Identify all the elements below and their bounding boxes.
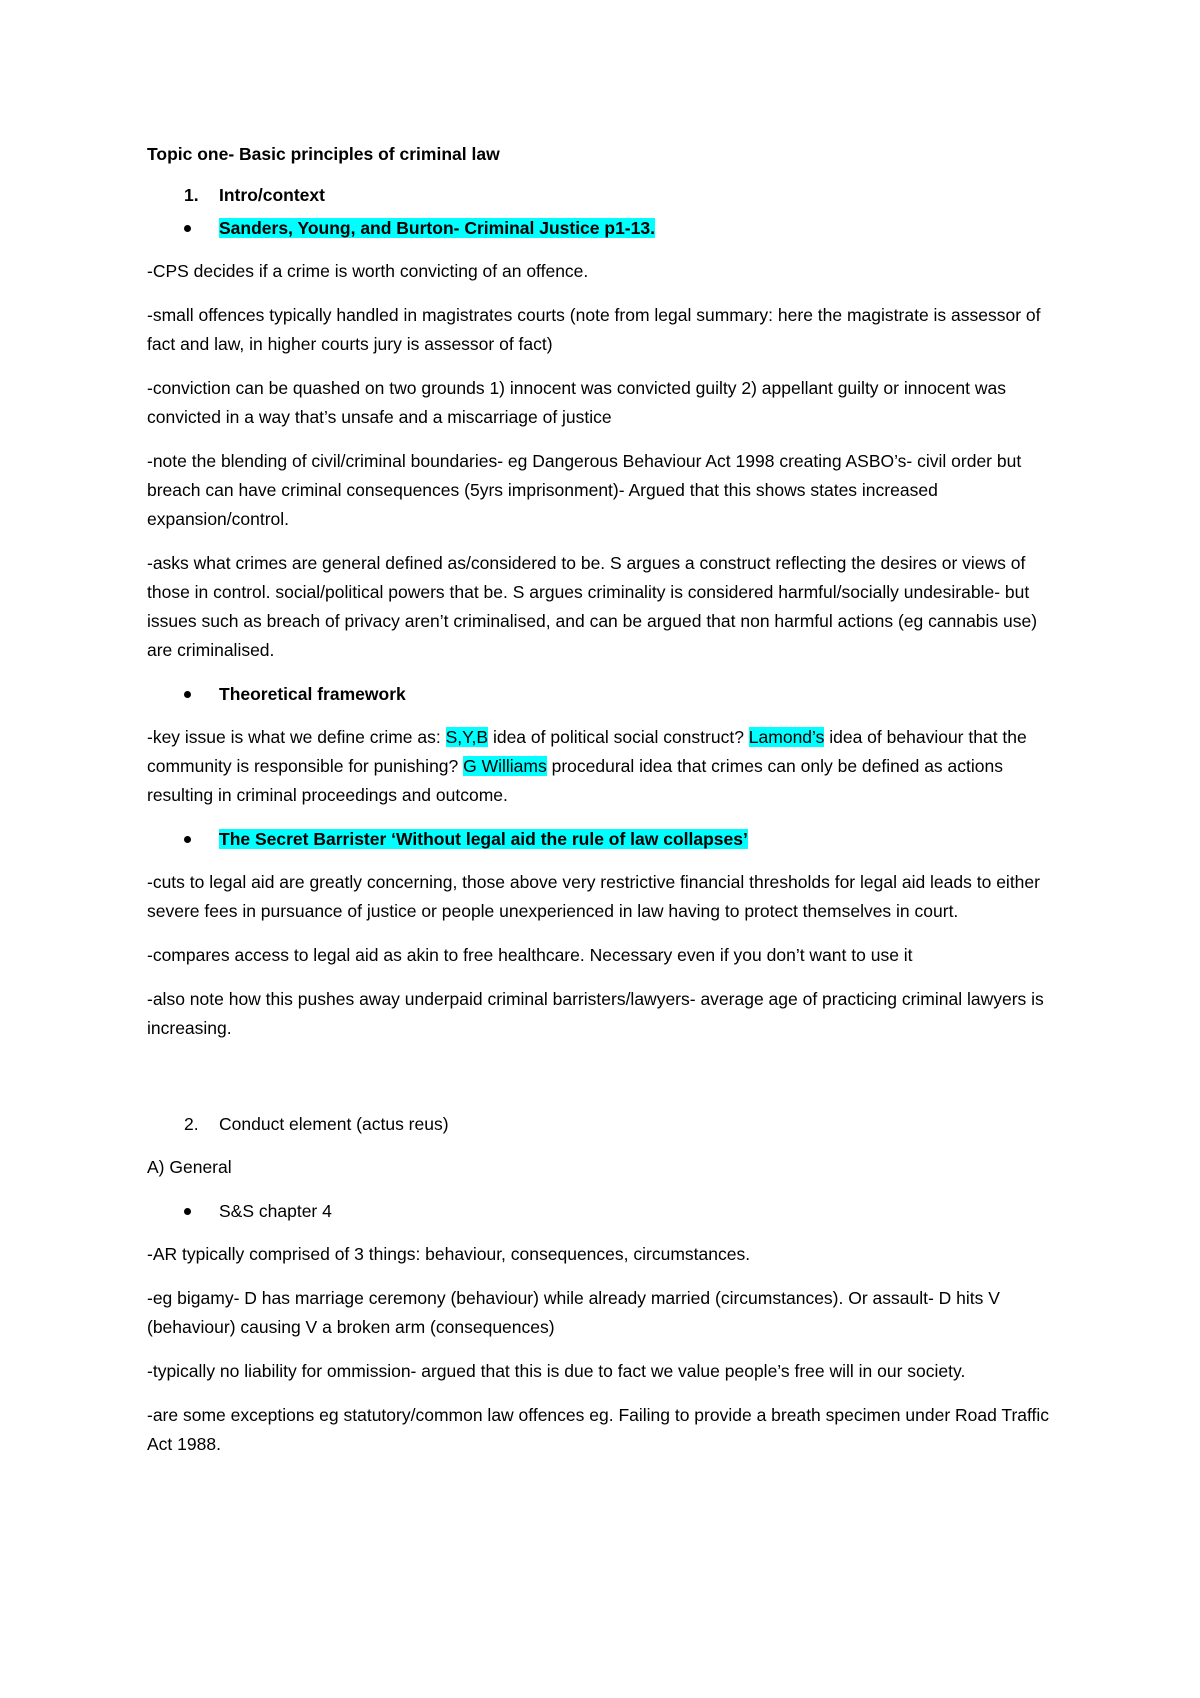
bullet-theoretical [147, 680, 1067, 709]
bullet-source [147, 1197, 1067, 1226]
heading-text: Conduct element (actus reus) [219, 1114, 449, 1134]
note-paragraph: -conviction can be quashed on two grounds 1) innocent was convicted guilty 2) appellant guilty or innocent was convicted in a way that’s unsafe and a miscarriage of justice [147, 378, 1006, 427]
note-paragraph: -note the blending of civil/criminal boundaries- eg Dangerous Behaviour Act 1998 creating ASBO’s- civil order but breach can have criminal consequences (5yrs imprisonment)- Argued that this shows states increased expansion/control. [147, 451, 1022, 529]
document-page [147, 140, 1067, 1474]
note-paragraph: -typically no liability for ommission- argued that this is due to fact we value people’s free will in our society. [147, 1361, 966, 1381]
note-paragraph: -also note how this pushes away underpaid criminal barristers/lawyers- average age of practicing criminal lawyers is increasing. [147, 989, 1044, 1038]
subheading: A) General [147, 1157, 232, 1177]
bullet-text: Theoretical framework [219, 684, 406, 704]
note-paragraph: -are some exceptions eg statutory/common law offences eg. Failing to provide a breath specimen under Road Traffic Act 1988. [147, 1405, 1050, 1454]
bullet-text: S&S chapter 4 [219, 1201, 332, 1221]
note-paragraph: -eg bigamy- D has marriage ceremony (behaviour) while already married (circumstances). Or assault- D hits V (behaviour) causing V a broken arm (consequences) [147, 1288, 1000, 1337]
note-paragraph: -compares access to legal aid as akin to free healthcare. Necessary even if you don’t want to use it [147, 945, 913, 965]
section-2-heading [147, 1110, 1067, 1139]
list-number: 1. [184, 185, 199, 205]
bullet-icon [184, 225, 191, 232]
highlight-syb: S,Y,B [445, 727, 489, 747]
text-run: idea of behaviour that the community is responsible for punishing? [147, 727, 1027, 776]
text-run: procedural idea that crimes can only be defined as actions resulting in criminal proceedings and outcome. [147, 756, 1003, 805]
theory-paragraph [147, 723, 1067, 810]
document-title: Topic one- Basic principles of criminal law [147, 144, 500, 164]
spacer [147, 1058, 1067, 1110]
highlighted-source: Sanders, Young, and Burton- Criminal Justice p1-13. [219, 218, 655, 238]
note-paragraph: -cuts to legal aid are greatly concerning, those above very restrictive financial thresholds for legal aid leads to either severe fees in pursuance of justice or people unexperienced in law having to protect themselves in court. [147, 872, 1040, 921]
section-1-heading [147, 181, 1067, 210]
note-paragraph: -CPS decides if a crime is worth convicting of an offence. [147, 261, 589, 281]
bullet-secret-barrister [147, 825, 1067, 854]
list-number: 2. [184, 1114, 199, 1134]
note-paragraph: -asks what crimes are general defined as/considered to be. S argues a construct reflecting the desires or views of those in control. social/political powers that be. S argues criminality is considered harmful/socially undesirable- but issues such as breach of privacy aren’t criminalised, and can be argued that non harmful actions (eg cannabis use) are criminalised. [147, 553, 1038, 660]
heading-text: Intro/context [219, 185, 325, 205]
bullet-icon [184, 836, 191, 843]
highlight-williams: G Williams [463, 756, 547, 776]
bullet-source [147, 214, 1067, 243]
highlighted-source: The Secret Barrister ‘Without legal aid the rule of law collapses’ [219, 829, 748, 849]
highlight-lamond: Lamond’s [748, 727, 825, 747]
note-paragraph: -AR typically comprised of 3 things: behaviour, consequences, circumstances. [147, 1244, 751, 1264]
bullet-icon [184, 691, 191, 698]
text-run: -key issue is what we define crime as: [147, 727, 446, 747]
text-run: idea of political social construct? [488, 727, 749, 747]
note-paragraph: -small offences typically handled in magistrates courts (note from legal summary: here the magistrate is assessor of fact and law, in higher courts jury is assessor of fact) [147, 305, 1041, 354]
bullet-icon [184, 1208, 191, 1215]
